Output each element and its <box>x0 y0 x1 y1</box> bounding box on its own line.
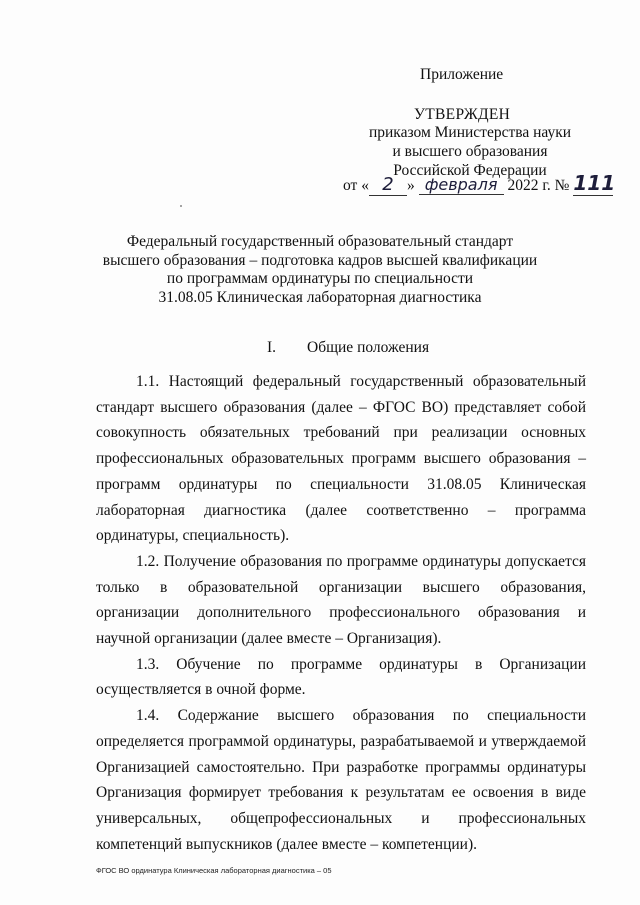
document-title <box>60 233 580 307</box>
title-line: 31.08.05 Клиническая лабораторная диагностика <box>158 288 482 306</box>
page-footer: ФГОС ВО ординатура Клиническая лабораторная диагностика – 05 <box>96 866 332 875</box>
paragraph-1-1: 1.1. Настоящий федеральный государственный образовательный стандарт высшего образования (далее – ФГОС ВО) представляет собой совокупность обязательных требований при реализации основных профессиональных образовательных программ высшего образования – программ ординатуры по специальности 31.08.05 Клиническая лабораторная диагностика (далее соответственно – программа ординатуры, специальность). <box>96 373 586 545</box>
date-separator: » <box>406 177 415 194</box>
paragraph-1-3: 1.3. Обучение по программе ординатуры в Организации осуществляется в очной форме. <box>96 655 586 699</box>
date-year-label: 2022 г. № <box>507 177 570 194</box>
date-day-handwritten: 2 <box>369 174 407 196</box>
paragraph-1-2: 1.2. Получение образования по программе ординатуры допускается только в образовательной организации высшего образования, организации дополнительного профессионального образования и научной организации (далее вместе – Организация). <box>96 552 586 648</box>
section-title: Общие положения <box>307 339 430 356</box>
order-line: приказом Министерства науки <box>368 124 572 141</box>
order-date-line <box>343 171 616 196</box>
paragraph-1-4: 1.4. Содержание высшего образования по специальности определяется программой ординатуры, разрабатываемой и утверждаемой Организацией самостоятельно. При разработке программы ординатуры Организация формирует требования к результатам ее освоения в виде универсальных, общепрофессиональных и профессиональных компетенций выпускников (далее вместе – компетенции). <box>96 707 586 853</box>
title-line: Федеральный государственный образовательный стандарт <box>126 233 514 250</box>
stray-mark <box>180 205 182 207</box>
order-line: и высшего образования <box>392 143 548 160</box>
order-number-handwritten: 111 <box>573 171 616 195</box>
approved-label: УТВЕРЖДЕН <box>414 106 511 123</box>
body-text <box>96 369 586 857</box>
date-month-handwritten: февраля <box>419 175 504 195</box>
title-line: высшего образования – подготовка кадров высшей квалификации <box>102 251 538 269</box>
appendix-label: Приложение <box>420 66 504 83</box>
order-line: Российской Федерации <box>393 162 547 179</box>
section-number: I. <box>267 339 277 356</box>
date-prefix: от « <box>343 177 369 194</box>
title-line: по программам ординатуры по специальности <box>166 270 474 287</box>
